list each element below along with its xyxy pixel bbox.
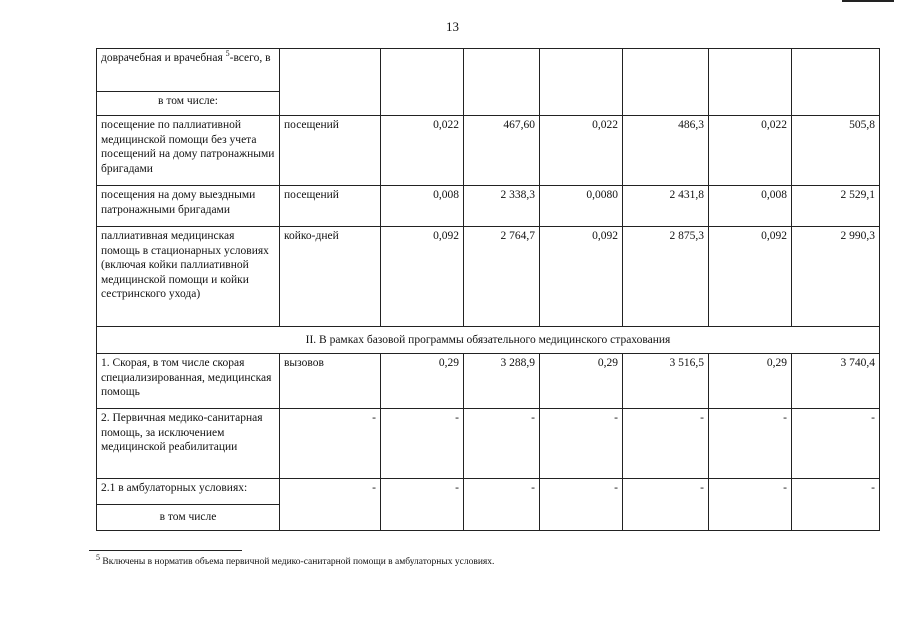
row-unit [280,49,381,116]
row-value: - [464,409,540,479]
row-unit: посещений [280,116,381,186]
row-value: 0,022 [381,116,464,186]
row-unit: - [280,479,381,531]
row-value: - [623,409,709,479]
row-value: 3 288,9 [464,354,540,409]
footnote [96,552,495,567]
row-value: 3 740,4 [792,354,880,409]
row-value: 0,022 [540,116,623,186]
table-row [97,354,880,409]
row-name: в том числе: [97,92,280,116]
row-value: 505,8 [792,116,880,186]
row-value: 486,3 [623,116,709,186]
row-value: 0,29 [540,354,623,409]
row-value: - [381,479,464,531]
footnote-ref: 5 [225,49,230,59]
row-value: 0,0080 [540,186,623,227]
row-unit: - [280,409,381,479]
row-value [709,49,792,116]
row-name: посещения на дому выездными патронажными бригадами [97,186,280,227]
row-unit: койко-дней [280,227,381,327]
row-value: - [540,409,623,479]
row-value [464,49,540,116]
table-row [97,186,880,227]
section-header-row [97,327,880,354]
row-value: 2 764,7 [464,227,540,327]
row-value [381,49,464,116]
row-value [540,49,623,116]
row-value: 2 529,1 [792,186,880,227]
row-value: 0,092 [709,227,792,327]
row-value: 2 990,3 [792,227,880,327]
row-name: паллиативная медицинская помощь в стационарных условиях (включая койки паллиативной медицинской помощи и койки сестринского ухода) [97,227,280,327]
row-value: - [792,409,880,479]
row-value: 0,29 [381,354,464,409]
footnote-mark: 5 [96,552,100,562]
row-value [623,49,709,116]
table-row [97,49,880,92]
norms-table [96,48,880,531]
row-value [792,49,880,116]
row-name: посещение по паллиативной медицинской помощи без учета посещений на дому патронажными бригадами [97,116,280,186]
footnote-rule [89,550,242,551]
row-unit: посещений [280,186,381,227]
row-value: 0,022 [709,116,792,186]
table-row [97,479,880,505]
row-value: - [709,479,792,531]
row-name: доврачебная и врачебная $^5$-всего, в [97,49,280,92]
row-name: 2.1 в амбулаторных условиях: [97,479,280,505]
row-value: 2 338,3 [464,186,540,227]
row-value: 2 431,8 [623,186,709,227]
table-row [97,409,880,479]
row-value: - [464,479,540,531]
row-value: 2 875,3 [623,227,709,327]
table-row [97,116,880,186]
row-value: - [381,409,464,479]
row-value: - [623,479,709,531]
section-title: II. В рамках базовой программы обязательного медицинского страхования [97,327,880,354]
row-value: - [709,409,792,479]
row-value: - [792,479,880,531]
row-value: 3 516,5 [623,354,709,409]
row-name: в том числе [97,505,280,531]
row-value: 0,008 [381,186,464,227]
row-value: 0,29 [709,354,792,409]
row-value: 0,092 [381,227,464,327]
row-value: - [540,479,623,531]
corner-mark [842,0,894,2]
footnote-text: Включены в норматив объема первичной медико-санитарной помощи в амбулаторных условиях. [102,557,495,567]
row-name: 1. Скорая, в том числе скорая специализированная, медицинская помощь [97,354,280,409]
row-value: 0,092 [540,227,623,327]
row-value: 0,008 [709,186,792,227]
page-number: 13 [446,19,459,34]
row-name: 2. Первичная медико-санитарная помощь, за исключением медицинской реабилитации [97,409,280,479]
table-row [97,227,880,327]
row-value: 467,60 [464,116,540,186]
row-unit: вызовов [280,354,381,409]
